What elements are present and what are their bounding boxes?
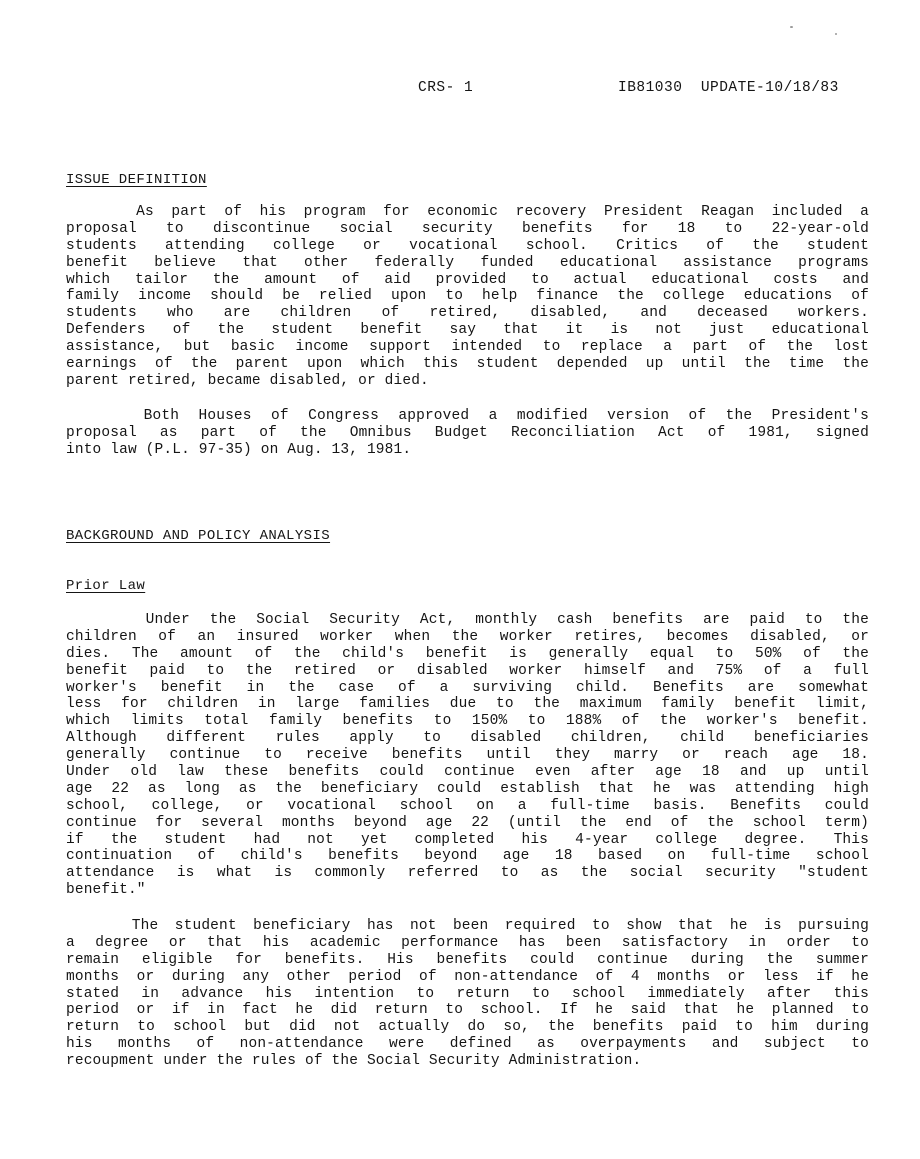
text-line: assistance, but basic income support intended to replace a part of the lost bbox=[66, 339, 869, 356]
text-line: attendance is what is commonly referred to as the social security "student bbox=[66, 865, 869, 882]
text-line: which tailor the amount of aid provided to actual educational costs and bbox=[66, 271, 869, 288]
text-line: The student beneficiary has not been required to show that he is pursuing bbox=[66, 918, 869, 934]
text-line: continue for several months beyond age 22 (until the end of the school term) bbox=[66, 814, 869, 831]
text-line: benefit paid to the retired or disabled worker himself and 75% of a full bbox=[66, 662, 869, 679]
text-line: if the student had not yet completed his 4-year college degree. This bbox=[66, 831, 869, 848]
text-line: less for children in large families due to the maximum family benefit limit, bbox=[66, 696, 869, 713]
text-line: students attending college or vocational school. Critics of the student bbox=[66, 237, 869, 254]
prior-law-paragraph-2 bbox=[66, 918, 869, 1070]
text-line: parent retired, became disabled, or died. bbox=[66, 372, 429, 389]
text-line: his months of non-attendance were defined as overpayments and subject to bbox=[66, 1036, 869, 1053]
text-line: As part of his program for economic recovery President Reagan included a bbox=[66, 204, 869, 220]
issue-definition-paragraph-1 bbox=[66, 204, 869, 390]
text-line: benefit believe that other federally funded educational assistance programs bbox=[66, 254, 869, 271]
text-line: dies. The amount of the child's benefit is generally equal to 50% of the bbox=[66, 645, 869, 662]
text-line: continuation of child's benefits beyond age 18 based on full-time school bbox=[66, 848, 869, 865]
text-line: remain eligible for benefits. His benefits could continue during the summer bbox=[66, 951, 869, 968]
text-line: school, college, or vocational school on a full-time basis. Benefits could bbox=[66, 797, 869, 814]
text-line: months or during any other period of non-attendance of 4 months or less if he bbox=[66, 968, 869, 985]
prior-law-subheading: Prior Law bbox=[66, 578, 146, 594]
text-line: into law (P.L. 97-35) on Aug. 13, 1981. bbox=[66, 441, 412, 458]
text-line: family income should be relied upon to help finance the college educations of bbox=[66, 288, 869, 305]
text-line: a degree or that his academic performance has been satisfactory in order to bbox=[66, 934, 869, 951]
text-line: Although different rules apply to disabled children, child beneficiaries bbox=[66, 730, 869, 747]
text-line: Under old law these benefits could continue even after age 18 and up until bbox=[66, 764, 869, 781]
text-line: which limits total family benefits to 150% to 188% of the worker's benefit. bbox=[66, 713, 869, 730]
text-line: recoupment under the rules of the Social Security Administration. bbox=[66, 1053, 642, 1070]
page-label: CRS- 1 bbox=[418, 80, 474, 96]
background-heading: BACKGROUND AND POLICY ANALYSIS bbox=[66, 528, 331, 544]
text-line: Both Houses of Congress approved a modified version of the President's bbox=[66, 408, 869, 424]
scan-speck bbox=[835, 33, 837, 35]
text-line: period or if in fact he did return to school. If he said that he planned to bbox=[66, 1002, 869, 1019]
text-line: children of an insured worker when the worker retires, becomes disabled, or bbox=[66, 628, 869, 645]
text-line: proposal to discontinue social security benefits for 18 to 22-year-old bbox=[66, 220, 869, 237]
text-line: return to school but did not actually do so, the benefits paid to him during bbox=[66, 1019, 869, 1036]
text-line: students who are children of retired, disabled, and deceased workers. bbox=[66, 305, 869, 322]
text-line: worker's benefit in the case of a surviving child. Benefits are somewhat bbox=[66, 679, 869, 696]
text-line: earnings of the parent upon which this student depended up until the time the bbox=[66, 356, 869, 373]
text-line: Defenders of the student benefit say that it is not just educational bbox=[66, 322, 869, 339]
text-line: proposal as part of the Omnibus Budget Reconciliation Act of 1981, signed bbox=[66, 424, 869, 441]
text-line: benefit." bbox=[66, 882, 146, 899]
prior-law-paragraph-1 bbox=[66, 612, 869, 899]
text-line: age 22 as long as the beneficiary could establish that he was attending high bbox=[66, 780, 869, 797]
document-id-and-date: IB81030 UPDATE-10/18/83 bbox=[618, 80, 839, 96]
text-line: stated in advance his intention to return to school immediately after this bbox=[66, 985, 869, 1002]
scan-speck bbox=[790, 26, 793, 28]
issue-definition-heading: ISSUE DEFINITION bbox=[66, 172, 207, 188]
text-line: generally continue to receive benefits until they marry or reach age 18. bbox=[66, 747, 869, 764]
issue-definition-paragraph-2 bbox=[66, 408, 869, 459]
text-line: Under the Social Security Act, monthly cash benefits are paid to the bbox=[66, 612, 869, 628]
